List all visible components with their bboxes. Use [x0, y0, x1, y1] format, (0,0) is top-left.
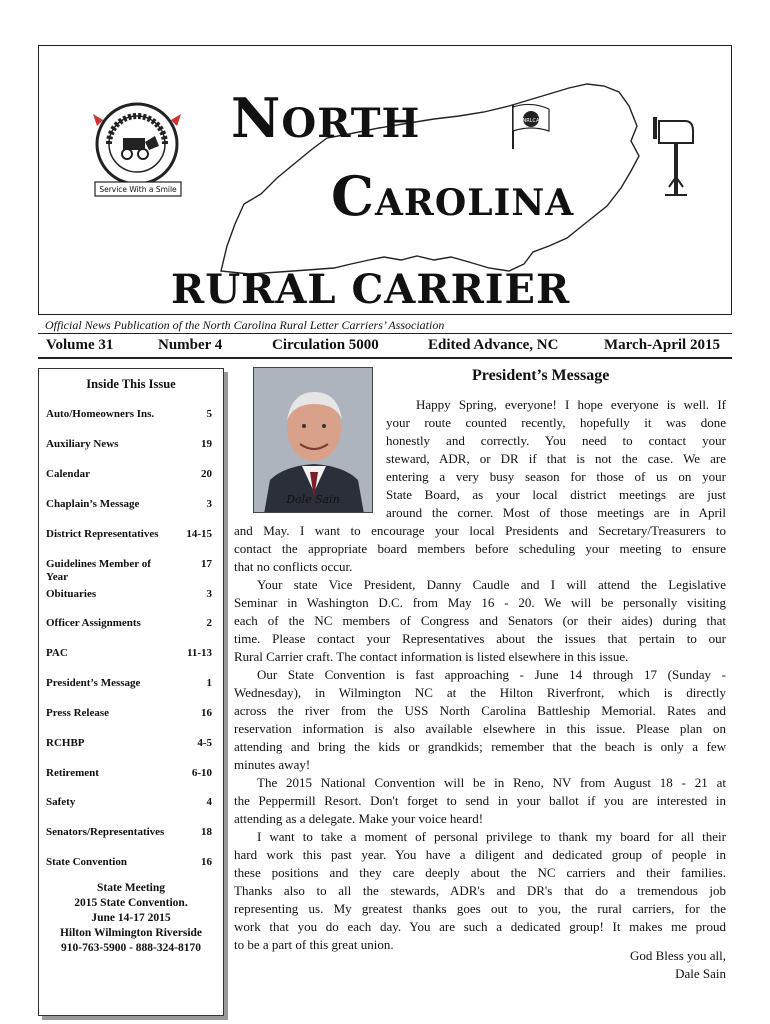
- toc-item-label: Obituaries: [46, 588, 97, 600]
- meeting-line: June 14-17 2015: [91, 912, 171, 924]
- article-line: Seminar in Washington D.C. from May 16 - 20. We will be personally visiting: [234, 595, 726, 610]
- toc-item-page: 5: [206, 408, 212, 420]
- toc-item-label: Auto/Homeowners Ins.: [46, 408, 155, 420]
- article-signoff: God Bless you all,: [629, 948, 726, 963]
- article-line: reservation information is also available elsewhere in this issue. Please plan on: [234, 721, 726, 736]
- masthead-title-rural-carrier: RURAL CARRIER: [171, 266, 571, 313]
- nrlca-seal-logo: [89, 96, 189, 214]
- article-line: hard work this past year. You have a diligent and dedicated group of people in: [234, 847, 726, 862]
- toc-item-page: 4-5: [197, 737, 212, 749]
- state-meeting-box: [39, 881, 223, 956]
- toc-item-label: Chaplain’s Message: [46, 498, 140, 510]
- article-line: I want to take a moment of personal privilege to thank my board for all their: [257, 829, 726, 844]
- toc-item-page: 14-15: [186, 528, 212, 540]
- toc-item-page: 11-13: [186, 647, 212, 659]
- article-line: contact the appropriate board members before scheduling your meeting to ensure: [234, 541, 726, 556]
- article-line: Wednesday), in Wilmington NC at the Hilton Riverfront, which is directly: [234, 685, 726, 700]
- article-line: Your state Vice President, Danny Caudle and I will attend the Legislative: [257, 577, 726, 592]
- toc-item-page: 16: [201, 856, 212, 868]
- article-line: entering a very busy season for those of us on your: [386, 469, 726, 484]
- portrait-illustration: [254, 368, 373, 513]
- toc-item-label: Safety: [46, 796, 76, 808]
- toc-item-label: PAC: [46, 647, 68, 659]
- toc-item-label: District Representatives: [46, 528, 159, 540]
- toc-item-page: 20: [201, 468, 212, 480]
- masthead-title-north: NORTH: [231, 86, 421, 150]
- edited-location-label: Edited Advance, NC: [428, 337, 559, 353]
- issue-date-label: March-April 2015: [604, 337, 720, 353]
- toc-item-page: 19: [201, 438, 212, 450]
- inside-this-issue-sidebar: [38, 368, 224, 1016]
- article-line: State Board, as your local district meetings are just: [386, 487, 726, 502]
- article-line: Happy Spring, everyone! I hope everyone is well. If: [416, 397, 726, 412]
- meeting-line: State Meeting: [96, 882, 166, 894]
- toc-item-page: 18: [201, 826, 212, 838]
- photo-caption: Dale Sain: [286, 493, 340, 506]
- article-line: representing us. My greatest thanks goes out to you, the rural carriers, for the: [234, 901, 726, 916]
- article-signature: Dale Sain: [675, 966, 726, 981]
- toc-item-label: State Convention: [46, 856, 127, 868]
- article-line: that no conflicts occur.: [234, 559, 353, 574]
- number-label: Number 4: [158, 337, 223, 353]
- toc-item-page: 3: [206, 588, 212, 600]
- toc-item-page: 3: [206, 498, 212, 510]
- toc-item-label: Retirement: [46, 767, 99, 779]
- toc-item-label: Auxiliary News: [46, 438, 119, 450]
- circulation-label: Circulation 5000: [272, 337, 379, 353]
- article-line: around the corner. Most of those meetings are in April: [386, 505, 726, 520]
- mailbox-icon: [651, 111, 703, 201]
- toc-item-label: Senators/Representatives: [46, 826, 165, 838]
- publication-tagline: Official News Publication of the North Carolina Rural Letter Carriers’ Association: [45, 318, 445, 332]
- toc-item-page: 1: [206, 677, 212, 689]
- meeting-line: Hilton Wilmington Riverside: [59, 927, 203, 939]
- article-line: these positions and they care deeply about the NC carriers and their families.: [234, 865, 726, 880]
- article-line: steward, ADR, or DR if that is not the case. We are: [386, 451, 726, 466]
- seal-banner-text: Service With a Smile: [99, 185, 177, 194]
- toc-item-label: RCHBP: [46, 737, 85, 749]
- article-line: The 2015 National Convention will be in Reno, NV from August 18 - 21 at: [257, 775, 726, 790]
- sidebar-heading: Inside This Issue: [86, 377, 176, 391]
- issue-info-bar: [38, 333, 732, 359]
- masthead-title-carolina: CAROLINA: [331, 164, 575, 228]
- article-line: Rural Carrier craft. The contact information is listed elsewhere in this issue.: [234, 649, 629, 664]
- article-line: and May. I want to encourage your local Presidents and Secretary/Treasurers to: [234, 523, 726, 538]
- nrlca-flag-icon: [509, 101, 569, 151]
- article-line: the Peppermill Resort. Don't forget to send in your ballot if you are interested in: [234, 793, 726, 808]
- flag-badge-text: NRLCA: [522, 118, 540, 124]
- meeting-line: 2015 State Convention.: [74, 897, 188, 909]
- toc-item-page: 6-10: [191, 767, 212, 779]
- toc-item-page: 4: [206, 796, 212, 808]
- article-line: Our State Convention is fast approaching - June 14 through 17 (Sunday -: [257, 667, 726, 682]
- toc-item-page: 17: [201, 558, 212, 570]
- masthead: [38, 45, 732, 315]
- article-line: work that you do each day. You are such a dedicated group! It makes me proud: [234, 919, 726, 934]
- article-line: honestly and correctly. You need to contact your: [386, 433, 726, 448]
- article-line: Thanks also to all the stewards, ADR's and DR's that do a tremendous job: [234, 883, 726, 898]
- article-line: each of the NC members of Congress and Senators (or their aides) during that: [234, 613, 726, 628]
- volume-label: Volume 31: [46, 337, 114, 353]
- article-line: minutes away!: [234, 757, 311, 772]
- toc-item-label: Guidelines Member of Year: [46, 558, 151, 583]
- toc-item-label: Officer Assignments: [46, 617, 141, 629]
- article-line: time. Please contact your Representatives about the issues that pertain to our: [234, 631, 726, 646]
- article-line: across the river from the USS North Carolina Battleship Memorial. Rates and: [234, 703, 726, 718]
- article-line: to be a part of this great union.: [234, 937, 394, 952]
- article-title: President’s Message: [472, 367, 610, 384]
- toc-item-page: 16: [201, 707, 212, 719]
- article-line: your route counted recently, hopefully it was done: [386, 415, 726, 430]
- toc-item-label: Press Release: [46, 707, 110, 719]
- toc-item-label: President’s Message: [46, 677, 141, 689]
- toc-item-page: 2: [206, 617, 212, 629]
- meeting-line: 910-763-5900 - 888-324-8170: [61, 942, 201, 954]
- toc-item-label: Calendar: [46, 468, 90, 480]
- president-photo: [253, 367, 373, 513]
- article-line: attending as a delegate. Make your voice heard!: [234, 811, 484, 826]
- article-line: attending and bring the kids or grandkids; remember that the beach is only a few: [234, 739, 726, 754]
